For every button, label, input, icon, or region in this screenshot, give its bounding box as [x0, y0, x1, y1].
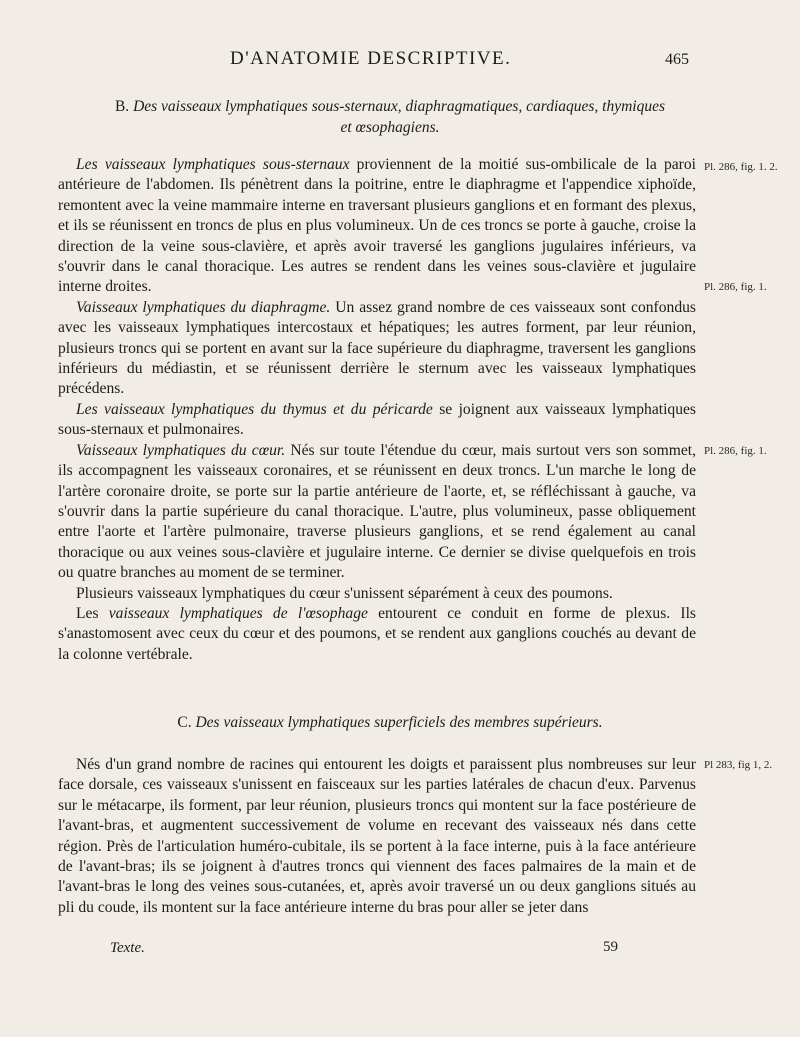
paragraph-oesophage	[58, 604, 696, 665]
paragraph-lead: Les vaisseaux lymphatiques sous-sternaux	[76, 156, 350, 173]
paragraph-sous-sternaux	[58, 155, 696, 298]
signature-mark: Texte.	[110, 940, 145, 956]
paragraph-text: entourent ce conduit en forme de plexus. Ils s'anastomosent avec ceux du cœur et des poumons, et se rendent aux ganglions couchés au devant de la colonne vertébrale.	[58, 604, 696, 663]
paragraph-lead: vaisseaux lymphatiques de l'œsophage	[108, 604, 368, 622]
margin-note-3: Pl. 286, fig. 1.	[704, 445, 767, 457]
paragraph-coeur	[58, 441, 696, 584]
section-c-letter: C.	[177, 714, 192, 731]
paragraph-pre: Les	[76, 604, 109, 622]
sheet-number: 59	[603, 939, 618, 955]
margin-note-4: Pl 283, fig 1, 2.	[704, 759, 773, 771]
paragraph-text: Nés sur toute l'étendue du cœur, mais surtout vers son sommet, ils accompagnent les vaisseaux coronaires, et se réunissent en deux troncs. L'un marche le long de l'artère coronaire droite, se porte sur la partie antérieure de l'aorte, et, se réfléchissant à gauche, va s'ouvrir dans la partie supérieure du canal thoracique. L'autre, plus volumineux, passe obliquement entre l'aorte et l'artère pulmonaire, traverse plusieurs ganglions, et se rend également au canal thoracique ou aux veines sous-clavière et jugulaire interne. Ce dernier se divise quelquefois en trois ou quatre branches au moment de se terminer.	[58, 441, 696, 582]
page-number: 465	[665, 51, 689, 68]
paragraph-thymus	[58, 400, 696, 441]
paragraph-lead: Vaisseaux lymphatiques du diaphragme.	[76, 298, 331, 316]
section-c-body	[58, 755, 696, 918]
paragraph-text: Plusieurs vaisseaux lymphatiques du cœur s'unissent séparément à ceux des poumons.	[76, 584, 613, 602]
paragraph-text: Un assez grand nombre de ces vaisseaux sont confondus avec les vaisseaux lymphatiques intercostaux et hépatiques; les autres forment, par leur réunion, plusieurs troncs qui se portent en avant sur la face supérieure du diaphragme, traversent les ganglions inférieurs du médiastin, et se réunissent derrière le sternum avec les vaisseaux lymphatiques précédens.	[58, 298, 696, 398]
running-title: D'ANATOMIE DESCRIPTIVE.	[230, 48, 512, 69]
section-b-letter: B.	[114, 98, 130, 115]
paragraph-membres-superieurs	[58, 755, 696, 918]
paragraph-text: Nés d'un grand nombre de racines qui entourent les doigts et paraissent plus nombreuses sur leur face dorsale, ces vaisseaux s'unissent en faisceaux sur les parties latérales de chacun d'eux. Parvenus sur le métacarpe, ils forment, par leur réunion, plusieurs troncs qui montent sur la face postérieure de l'avant-bras, et augmentent successivement de volume en recevant des vaisseaux nés dans cette région. Près de l'articulation huméro-cubitale, ils se portent à la face interne, puis à la face antérieure de l'avant-bras; ils se joignent à d'autres troncs qui viennent des faces palmaires de la main et de l'avant-bras le long des veines sous-cutanées, et, après avoir traversé un ou deux ganglions situés au pli du coude, ils montent sur la face antérieure interne du bras pour aller se jeter dans	[58, 756, 696, 916]
paragraph-coeur-poumons	[58, 584, 696, 604]
paragraph-text: proviennent de la moitié sus-ombilicale de la paroi antérieure de l'abdomen. Ils pénètrent dans la poitrine, entre le diaphragme et l'appendice xiphoïde, remontent avec la veine mammaire interne en traversant plusieurs ganglions et en formant des plexus, et ils se réunissent en troncs de plus en plus volumineux. Un de ces troncs se porte à gauche, croise la direction de la veine sous-clavière, et après avoir traversé les ganglions jugulaires inférieurs, va s'ouvrir dans le canal thoracique. Les autres se rendent dans les veines sous-clavière et jugulaire interne droites.	[58, 156, 696, 296]
section-b-heading	[80, 96, 700, 138]
section-c-title: Des vaisseaux lymphatiques superficiels des membres supérieurs.	[195, 714, 603, 731]
section-b-title-line2: et œsophagiens.	[340, 119, 440, 136]
section-c-heading	[80, 712, 700, 733]
section-b-title-line1: Des vaisseaux lymphatiques sous-sternaux, diaphragmatiques, cardiaques, thymiques	[133, 98, 666, 115]
margin-note-1: Pl. 286, fig. 1. 2.	[704, 161, 778, 173]
paragraph-text: se joignent aux vaisseaux lymphatiques sous-sternaux et pulmonaires.	[58, 400, 696, 439]
paragraph-lead: Vaisseaux lymphatiques du cœur.	[76, 441, 286, 459]
paragraph-diaphragme	[58, 298, 696, 400]
section-b-body	[58, 155, 696, 665]
paragraph-lead: Les vaisseaux lymphatiques du thymus et du péricarde	[76, 400, 433, 418]
margin-note-2: Pl. 286, fig. 1.	[704, 281, 767, 293]
